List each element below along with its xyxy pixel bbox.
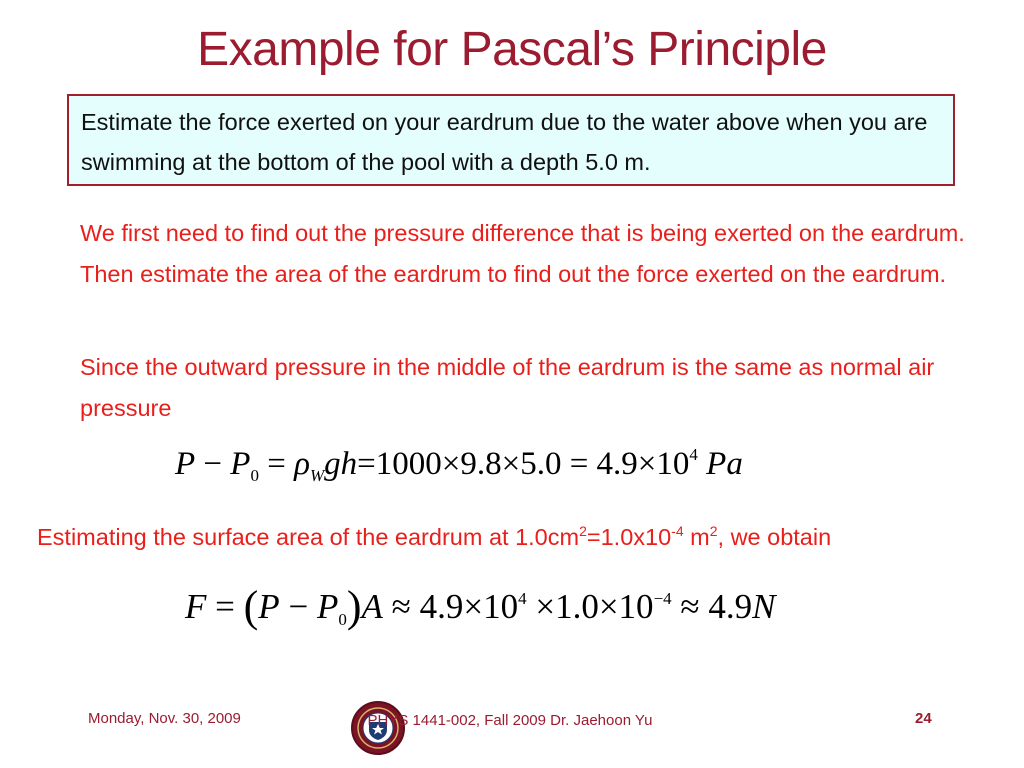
eq2-approx-2: ≈ 4.9 [671,587,753,626]
eq1-unit: Pa [706,446,743,482]
pressure-equation [175,445,743,486]
area-text-4: , we obtain [717,524,832,550]
area-sup-3: 2 [709,523,718,539]
eq2-lparen: ( [243,582,259,631]
problem-statement-text: Estimate the force exerted on your eardrum due to the water above when you are swimming at the bottom of the pool with a depth 5.0 m. [81,109,928,175]
eq1-equals: = [258,446,295,482]
slide-title: Example for Pascal’s Principle [197,23,827,76]
area-estimate-paragraph [37,517,1007,558]
area-sup-1: 2 [579,523,587,539]
explanation-paragraph: We first need to find out the pressure difference that is being exerted on the eardrum. Then estimate the area of the eardrum to find out the force exerted on the eardrum. [80,220,965,287]
eq2-equals: = [206,587,244,626]
eq2-exp-1: 4 [518,589,527,608]
assumption-paragraph: Since the outward pressure in the middle of the eardrum is the same as normal air pressure [80,354,935,421]
eq2-p0: P [316,587,339,626]
eq2-rparen: ) [346,582,362,631]
eq2-minus: − [279,587,317,626]
eq2-f: F [185,587,207,626]
area-text-1: Estimating the surface area of the eardrum at 1.0cm [37,524,580,550]
eq2-times: ×1.0×10 [526,587,654,626]
eq1-rho: ρ [294,446,310,482]
eq1-sub0: 0 [250,466,259,485]
eq2-p: P [258,587,280,626]
page-number: 24 [915,710,932,727]
eq1-subw: W [309,466,325,485]
eq1-exponent: 4 [689,445,698,464]
eq2-exp-2: −4 [653,589,672,608]
area-sup-2: -4 [671,523,684,539]
eq2-approx-1: ≈ 4.9×10 [391,587,519,626]
problem-statement-box [67,94,955,186]
eq1-rhs: =1000×9.8×5.0 = 4.9×10 [357,446,690,482]
eq2-a: A [361,587,383,626]
eq1-minus: − [195,446,231,482]
eq2-sub0: 0 [338,610,347,629]
footer-course: PHYS 1441-002, Fall 2009 Dr. Jaehoon Yu [367,712,653,729]
area-text-2: =1.0x10 [586,524,672,550]
eq1-p: P [175,446,196,482]
footer-date: Monday, Nov. 30, 2009 [88,710,241,727]
eq1-p0: P [230,446,251,482]
force-equation [185,581,775,632]
eq2-unit: N [752,587,776,626]
eq1-gh: gh [324,446,358,482]
area-text-3: m [683,524,710,550]
